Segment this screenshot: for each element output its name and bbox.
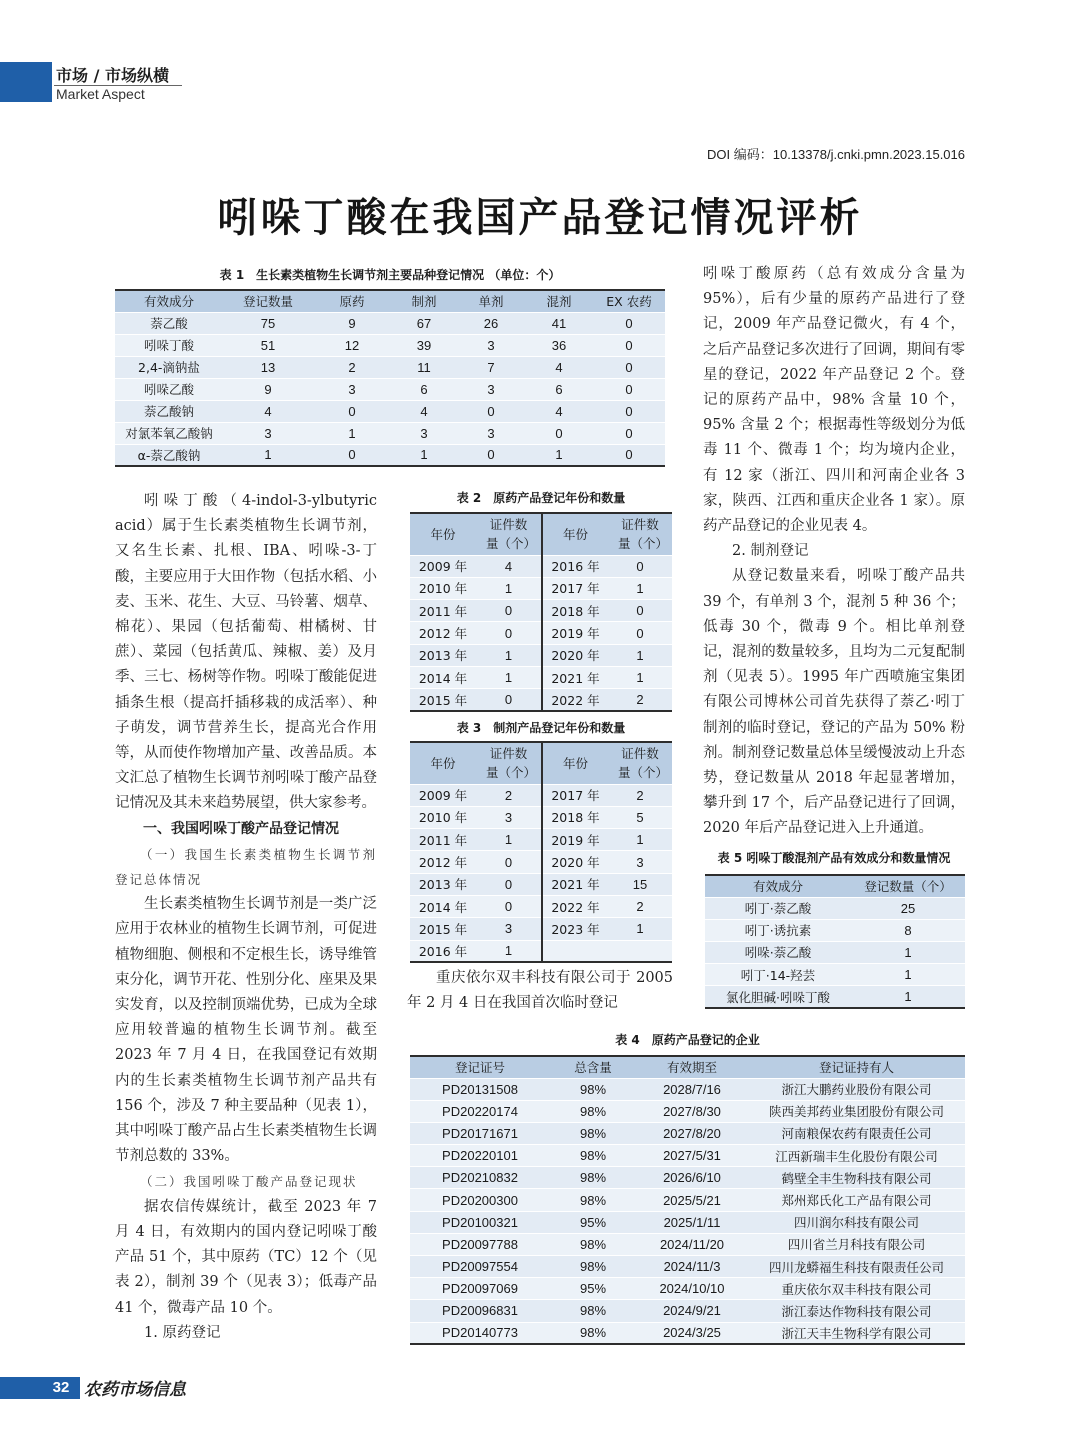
- table3-header-year: 年份: [410, 742, 476, 784]
- magazine-name: 农药市场信息: [84, 1380, 186, 1400]
- table-cell: 4: [525, 400, 593, 422]
- table-cell: 萘乙酸: [115, 312, 223, 334]
- table-cell: 3: [457, 422, 525, 444]
- table-cell: 1: [223, 444, 313, 466]
- table-cell: 95%: [550, 1278, 636, 1300]
- table-row: [410, 1233, 965, 1255]
- table4-header-cell: 总含量: [550, 1056, 636, 1078]
- table-cell: 1: [851, 941, 965, 963]
- table-cell: 0: [593, 422, 665, 444]
- table-cell: PD20220174: [410, 1100, 550, 1122]
- table-cell: 98%: [550, 1189, 636, 1211]
- paragraph-status: 据农信传媒统计，截至 2023 年 7 月 4 日，有效期内的国内登记吲哚丁酸产品 51 个，其中原药（TC）12 个（见表 2），制剂 39 个（见表 3）；低毒产品 41 个，微毒产品 10 个。: [115, 1198, 377, 1316]
- table-cell: 98%: [550, 1078, 636, 1100]
- header-accent-bar: [0, 62, 52, 102]
- table1-header-cell: 原药: [313, 290, 391, 312]
- table-row: [410, 806, 672, 828]
- table1-header-cell: 登记数量: [223, 290, 313, 312]
- table1-header-cell: 有效成分: [115, 290, 223, 312]
- table-row: [410, 1145, 965, 1167]
- table-row: [410, 918, 672, 940]
- table-cell: 吲哚丁酸: [115, 334, 223, 356]
- table-cell: 1: [608, 666, 672, 688]
- right-column: [703, 262, 965, 842]
- table-cell: 2015 年: [410, 689, 476, 711]
- table-cell: 2: [313, 356, 391, 378]
- table-cell: 2028/7/16: [636, 1078, 748, 1100]
- section-label-en: Market Aspect: [56, 86, 145, 102]
- table-cell: 吲丁·诱抗素: [705, 919, 851, 941]
- table-row: [410, 784, 672, 806]
- table-cell: 浙江天丰生物科学有限公司: [748, 1322, 965, 1344]
- paragraph-overview: 生长素类植物生长调节剂是一类广泛应用于农林业的植物生长调节剂，可促进植物细胞、侧根和不定根生长，诱导维管束分化，调节开花、性别分化、座果及果实发育，以及控制顶端优势，已成为全球应用较普遍的植物生长调节剂。截至 2023 年 7 月 4 日，在我国登记有效期内的生长素类植物生长调节剂产品共有 156 个，涉及 7 种主要品种（见表 1），其中吲哚丁酸产品占生长素类植物生长调节剂总数的 33%。: [115, 896, 377, 1165]
- left-column: [115, 489, 377, 1346]
- table-cell: PD20140773: [410, 1322, 550, 1344]
- table-row: [115, 334, 665, 356]
- table-cell: 浙江大鹏药业股份有限公司: [748, 1078, 965, 1100]
- table-cell: 0: [593, 444, 665, 466]
- table-cell: 0: [593, 378, 665, 400]
- table-cell: 2024/11/3: [636, 1256, 748, 1278]
- table-row: [410, 873, 672, 895]
- table-cell: 2020 年: [542, 644, 608, 666]
- table-row: [705, 986, 965, 1008]
- table-row: [115, 356, 665, 378]
- table-cell: 0: [525, 422, 593, 444]
- table-cell: 4: [391, 400, 457, 422]
- table-row: [410, 1211, 965, 1233]
- paragraph-first-registration: 重庆依尔双丰科技有限公司于 2005 年 2 月 4 日在我国首次临时登记: [407, 970, 673, 1012]
- table-cell: 2009 年: [410, 784, 476, 806]
- table-cell: 2024/10/10: [636, 1278, 748, 1300]
- table-row: [410, 1189, 965, 1211]
- table-cell: 39: [391, 334, 457, 356]
- table-cell: PD20097788: [410, 1233, 550, 1255]
- table-cell: 2017 年: [542, 577, 608, 599]
- table-cell: 0: [313, 400, 391, 422]
- table-cell: 吲丁·萘乙酸: [705, 897, 851, 919]
- table-row: [410, 577, 672, 599]
- table-cell: 25: [851, 897, 965, 919]
- table-cell: 36: [525, 334, 593, 356]
- table-cell: 1: [608, 829, 672, 851]
- table-cell: 4: [525, 356, 593, 378]
- table5-header-cell: 有效成分: [705, 875, 851, 897]
- table5-caption: 表 5 吲哚丁酸混剂产品有效成分和数量情况: [717, 851, 951, 865]
- table1-header-cell: 混剂: [525, 290, 593, 312]
- table-cell: 9: [223, 378, 313, 400]
- table-row: [410, 1167, 965, 1189]
- table-cell: 1: [851, 986, 965, 1008]
- table5: [705, 874, 965, 1009]
- table-cell: 5: [608, 806, 672, 828]
- table-row: [410, 895, 672, 917]
- table-row: [410, 666, 672, 688]
- middle-column: [407, 966, 673, 1016]
- table-cell: 0: [593, 312, 665, 334]
- table-cell: 4: [476, 555, 542, 577]
- table4-header-cell: 有效期至: [636, 1056, 748, 1078]
- table-row: [115, 312, 665, 334]
- table-cell: 氯化胆碱·吲哚丁酸: [705, 986, 851, 1008]
- table-row: [410, 1300, 965, 1322]
- table-cell: PD20097554: [410, 1256, 550, 1278]
- paragraph-tc-registration: 吲哚丁酸原药（总有效成分含量为 95%），后有少量的原药产品进行了登记，2009 年产品登记微火，有 4 个，之后产品登记多次进行了回调，期间有零星的登记，2022 年产品登记 2 个。登记的原药产品中，98% 含量 10 个，95% 含量 2 个；根据毒性等级划分为低毒 11 个、微毒 1 个；均为境内企业，有 12 家（浙江、四川和河南企业各 3 家，陕西、江西和重庆企业各 1 家）。原药产品登记的企业见表 4。: [703, 266, 965, 535]
- table3-header-row: [410, 742, 672, 784]
- table-cell: 3: [476, 806, 542, 828]
- table-cell: 3: [608, 851, 672, 873]
- table-cell: 2009 年: [410, 555, 476, 577]
- table4-caption: 表 4 原药产品登记的企业: [615, 1033, 760, 1047]
- subsection-heading-1: （一）我国生长素类植物生长调节剂登记总体情况: [115, 846, 377, 888]
- table2: [410, 512, 672, 712]
- table-cell: 2022 年: [542, 895, 608, 917]
- table-cell: PD20131508: [410, 1078, 550, 1100]
- table-cell: PD20210832: [410, 1167, 550, 1189]
- table-row: [410, 1078, 965, 1100]
- paragraph-formulation: 从登记数量来看，吲哚丁酸产品共 39 个，有单剂 3 个，混剂 5 种 36 个；低毒 30 个，微毒 9 个。相比单剂登记，混剂的数量较多，且均为二元复配制剂（见表 5）。1995 年广西喷施宝集团有限公司博林公司首先获得了萘乙·吲丁制剂的临时登记，登记的产品为 50% 粉剂。制剂登记数量总体呈缓慢波动上升态势，登记数量从 2018 年起显著增加，攀升到 17 个，后产品登记进行了回调，2020 年后产品登记进入上升通道。: [703, 568, 965, 837]
- table2-header-year: 年份: [410, 513, 476, 555]
- table1: [115, 289, 665, 467]
- table-row: [115, 422, 665, 444]
- table-cell: 2013 年: [410, 873, 476, 895]
- table-cell: 2021 年: [542, 666, 608, 688]
- table-cell: 41: [525, 312, 593, 334]
- table-row: [115, 378, 665, 400]
- table-cell: 萘乙酸钠: [115, 400, 223, 422]
- table-cell: 1: [608, 644, 672, 666]
- table-row: [410, 1122, 965, 1144]
- table-cell: 11: [391, 356, 457, 378]
- table-cell: 98%: [550, 1122, 636, 1144]
- item-heading-tc: 1. 原药登记: [144, 1324, 221, 1341]
- table-cell: 7: [457, 356, 525, 378]
- table-cell: 3: [476, 918, 542, 940]
- table-cell: 鹤壁全丰生物科技有限公司: [748, 1167, 965, 1189]
- table-row: [705, 897, 965, 919]
- table-cell: 98%: [550, 1256, 636, 1278]
- table-cell: 2021 年: [542, 873, 608, 895]
- table-cell: 2025/1/11: [636, 1211, 748, 1233]
- doi-code: DOI 编码：10.13378/j.cnki.pmn.2023.15.016: [707, 147, 965, 162]
- table-cell: 2025/5/21: [636, 1189, 748, 1211]
- table-row: [705, 919, 965, 941]
- table-cell: 1: [476, 666, 542, 688]
- table4-header-cell: 登记证持有人: [748, 1056, 965, 1078]
- table-cell: 2026/6/10: [636, 1167, 748, 1189]
- table-row: [410, 600, 672, 622]
- table-cell: 2027/5/31: [636, 1145, 748, 1167]
- table-cell: 1: [476, 644, 542, 666]
- table-cell: 98%: [550, 1145, 636, 1167]
- table-cell: 2024/3/25: [636, 1322, 748, 1344]
- table-cell: 3: [313, 378, 391, 400]
- table-cell: 2018 年: [542, 806, 608, 828]
- table-cell: 95%: [550, 1211, 636, 1233]
- table-cell: 吲哚·萘乙酸: [705, 941, 851, 963]
- table-cell: 98%: [550, 1300, 636, 1322]
- table-cell: PD20096831: [410, 1300, 550, 1322]
- table-cell: 1: [476, 829, 542, 851]
- table4-header-cell: 登记证号: [410, 1056, 550, 1078]
- table-cell: 2023 年: [542, 918, 608, 940]
- table-cell: 2013 年: [410, 644, 476, 666]
- table-cell: 2016 年: [542, 555, 608, 577]
- table2-caption: 表 2 原药产品登记年份和数量: [456, 491, 626, 505]
- table-cell: 0: [476, 600, 542, 622]
- table1-header-cell: EX 农药: [593, 290, 665, 312]
- table-cell: 0: [593, 334, 665, 356]
- table-cell: PD20100321: [410, 1211, 550, 1233]
- table-cell: 四川省兰月科技有限公司: [748, 1233, 965, 1255]
- table-cell: 浙江泰达作物科技有限公司: [748, 1300, 965, 1322]
- table-row: [410, 940, 672, 962]
- table-cell: PD20097069: [410, 1278, 550, 1300]
- article-title: 吲哚丁酸在我国产品登记情况评析: [217, 194, 863, 241]
- table-cell: 陕西美邦药业集团股份有限公司: [748, 1100, 965, 1122]
- table-cell: 2: [608, 895, 672, 917]
- table-row: [410, 1278, 965, 1300]
- table1-header-row: [115, 290, 665, 312]
- table-cell: 2: [476, 784, 542, 806]
- page-number: 32: [52, 1379, 70, 1396]
- table-cell: 郑州郑氏化工产品有限公司: [748, 1189, 965, 1211]
- section-heading-1: 一、我国吲哚丁酸产品登记情况: [143, 820, 339, 837]
- table-cell: 9: [313, 312, 391, 334]
- table2-header-count-2: 证件数量（个）: [608, 513, 672, 555]
- table-cell: 对氯苯氧乙酸钠: [115, 422, 223, 444]
- table-cell: 1: [313, 422, 391, 444]
- table-cell: 0: [593, 356, 665, 378]
- table-cell: 2015 年: [410, 918, 476, 940]
- table-cell: 0: [476, 622, 542, 644]
- table-cell: 2: [608, 689, 672, 711]
- table-row: [410, 689, 672, 711]
- table-cell: 6: [391, 378, 457, 400]
- table3-caption: 表 3 制剂产品登记年份和数量: [456, 721, 626, 735]
- table-cell: PD20200300: [410, 1189, 550, 1211]
- table-cell: 0: [593, 400, 665, 422]
- table-cell: 0: [476, 873, 542, 895]
- table-cell: 67: [391, 312, 457, 334]
- subsection-heading-2: （二）我国吲哚丁酸产品登记现状: [140, 1174, 358, 1190]
- table-cell: 2010 年: [410, 806, 476, 828]
- table-row: [410, 622, 672, 644]
- table-row: [705, 964, 965, 986]
- section-label: 市场 / 市场纵横: [56, 66, 169, 85]
- table-cell: 2014 年: [410, 895, 476, 917]
- table-cell: 12: [313, 334, 391, 356]
- table2-header-year-2: 年份: [542, 513, 608, 555]
- table4: [410, 1055, 965, 1345]
- intro-paragraph: 吲哚丁酸（4-indol-3-ylbutyric acid）属于生长素类植物生长调节剂，又名生长素、扎根、IBA、吲哚-3-丁酸，主要应用于大田作物（包括水稻、小麦、玉米、花生、大豆、马铃薯、烟草、棉花）、果园（包括葡萄、柑橘树、甘蔗）、菜园（包括黄瓜、辣椒、姜）及月季、三七、杨树等作物。吲哚丁酸能促进插条生根（提高扦插移栽的成活率）、种子萌发，调节营养生长，提高光合作用等，从而使作物增加产量、改善品质。本文汇总了植物生长调节剂吲哚丁酸产品登记情况及其未来趋势展望，供大家参考。: [115, 493, 377, 812]
- table-cell: 2016 年: [410, 940, 476, 962]
- table-row: [115, 400, 665, 422]
- table-cell: 2010 年: [410, 577, 476, 599]
- table-cell: 2024/9/21: [636, 1300, 748, 1322]
- table-cell: 1: [525, 444, 593, 466]
- table-cell: 2: [608, 784, 672, 806]
- table-cell: 98%: [550, 1100, 636, 1122]
- table5-header-row: [705, 875, 965, 897]
- table-cell: 0: [608, 600, 672, 622]
- table-cell: 江西新瑞丰生化股份有限公司: [748, 1145, 965, 1167]
- table-cell: 1: [608, 577, 672, 599]
- table-cell: 2014 年: [410, 666, 476, 688]
- table3: [410, 741, 672, 963]
- table-cell: 98%: [550, 1233, 636, 1255]
- table-cell: 3: [457, 334, 525, 356]
- table-cell: 15: [608, 873, 672, 895]
- table-cell: 四川润尔科技有限公司: [748, 1211, 965, 1233]
- table1-header-cell: 单剂: [457, 290, 525, 312]
- table-cell: 8: [851, 919, 965, 941]
- table-cell: 2018 年: [542, 600, 608, 622]
- table4-header-row: [410, 1056, 965, 1078]
- table-cell: 1: [476, 577, 542, 599]
- table-cell: PD20220101: [410, 1145, 550, 1167]
- table-cell: 13: [223, 356, 313, 378]
- table-cell: 3: [223, 422, 313, 444]
- table-cell: 0: [608, 622, 672, 644]
- table-cell: 0: [476, 689, 542, 711]
- table-cell: 吲哚乙酸: [115, 378, 223, 400]
- table-cell: 0: [457, 400, 525, 422]
- item-heading-formulation: 2. 制剂登记: [732, 543, 809, 560]
- table-cell: 0: [313, 444, 391, 466]
- table-cell: 吲丁·14-羟芸: [705, 964, 851, 986]
- table-cell: 4: [223, 400, 313, 422]
- table-cell: 0: [457, 444, 525, 466]
- table-row: [410, 644, 672, 666]
- table-cell: 2011 年: [410, 600, 476, 622]
- table-cell: 98%: [550, 1322, 636, 1344]
- table3-header-year-2: 年份: [542, 742, 608, 784]
- table-cell: 1: [608, 918, 672, 940]
- table-cell: 2011 年: [410, 829, 476, 851]
- table-cell: 1: [476, 940, 542, 962]
- table-row: [410, 829, 672, 851]
- table-cell: 四川龙蟒福生科技有限责任公司: [748, 1256, 965, 1278]
- table-cell: 2027/8/20: [636, 1122, 748, 1144]
- table-cell: 河南粮保农药有限责任公司: [748, 1122, 965, 1144]
- table1-header-cell: 制剂: [391, 290, 457, 312]
- table-cell: 2012 年: [410, 622, 476, 644]
- table2-header-row: [410, 513, 672, 555]
- table-cell: [542, 940, 608, 962]
- table-cell: 1: [391, 444, 457, 466]
- table-row: [410, 555, 672, 577]
- table-cell: 2019 年: [542, 622, 608, 644]
- table-cell: 2017 年: [542, 784, 608, 806]
- table-cell: 2020 年: [542, 851, 608, 873]
- table-cell: 2022 年: [542, 689, 608, 711]
- table3-header-count: 证件数量（个）: [476, 742, 542, 784]
- table-row: [115, 444, 665, 466]
- table-cell: 0: [608, 555, 672, 577]
- table-cell: PD20171671: [410, 1122, 550, 1144]
- table-cell: 0: [476, 895, 542, 917]
- table-cell: 1: [851, 964, 965, 986]
- table-cell: 0: [476, 851, 542, 873]
- table-cell: 26: [457, 312, 525, 334]
- table3-header-count-2: 证件数量（个）: [608, 742, 672, 784]
- table-cell: 3: [457, 378, 525, 400]
- table-cell: 2024/11/20: [636, 1233, 748, 1255]
- table-cell: 6: [525, 378, 593, 400]
- table-cell: 2012 年: [410, 851, 476, 873]
- table-cell: 重庆依尔双丰科技有限公司: [748, 1278, 965, 1300]
- table-cell: 98%: [550, 1167, 636, 1189]
- table-row: [705, 941, 965, 963]
- table-row: [410, 1322, 965, 1344]
- table-cell: 2027/8/30: [636, 1100, 748, 1122]
- table-cell: 75: [223, 312, 313, 334]
- table-row: [410, 1100, 965, 1122]
- table-cell: 2019 年: [542, 829, 608, 851]
- table-cell: 51: [223, 334, 313, 356]
- table-cell: 3: [391, 422, 457, 444]
- table1-caption: 表 1 生长素类植物生长调节剂主要品种登记情况 （单位：个）: [219, 268, 561, 282]
- table-cell: [608, 940, 672, 962]
- table-row: [410, 1256, 965, 1278]
- table2-header-count: 证件数量（个）: [476, 513, 542, 555]
- table-cell: 2,4-滴钠盐: [115, 356, 223, 378]
- table-row: [410, 851, 672, 873]
- table5-header-cell: 登记数量（个）: [851, 875, 965, 897]
- table-cell: α-萘乙酸钠: [115, 444, 223, 466]
